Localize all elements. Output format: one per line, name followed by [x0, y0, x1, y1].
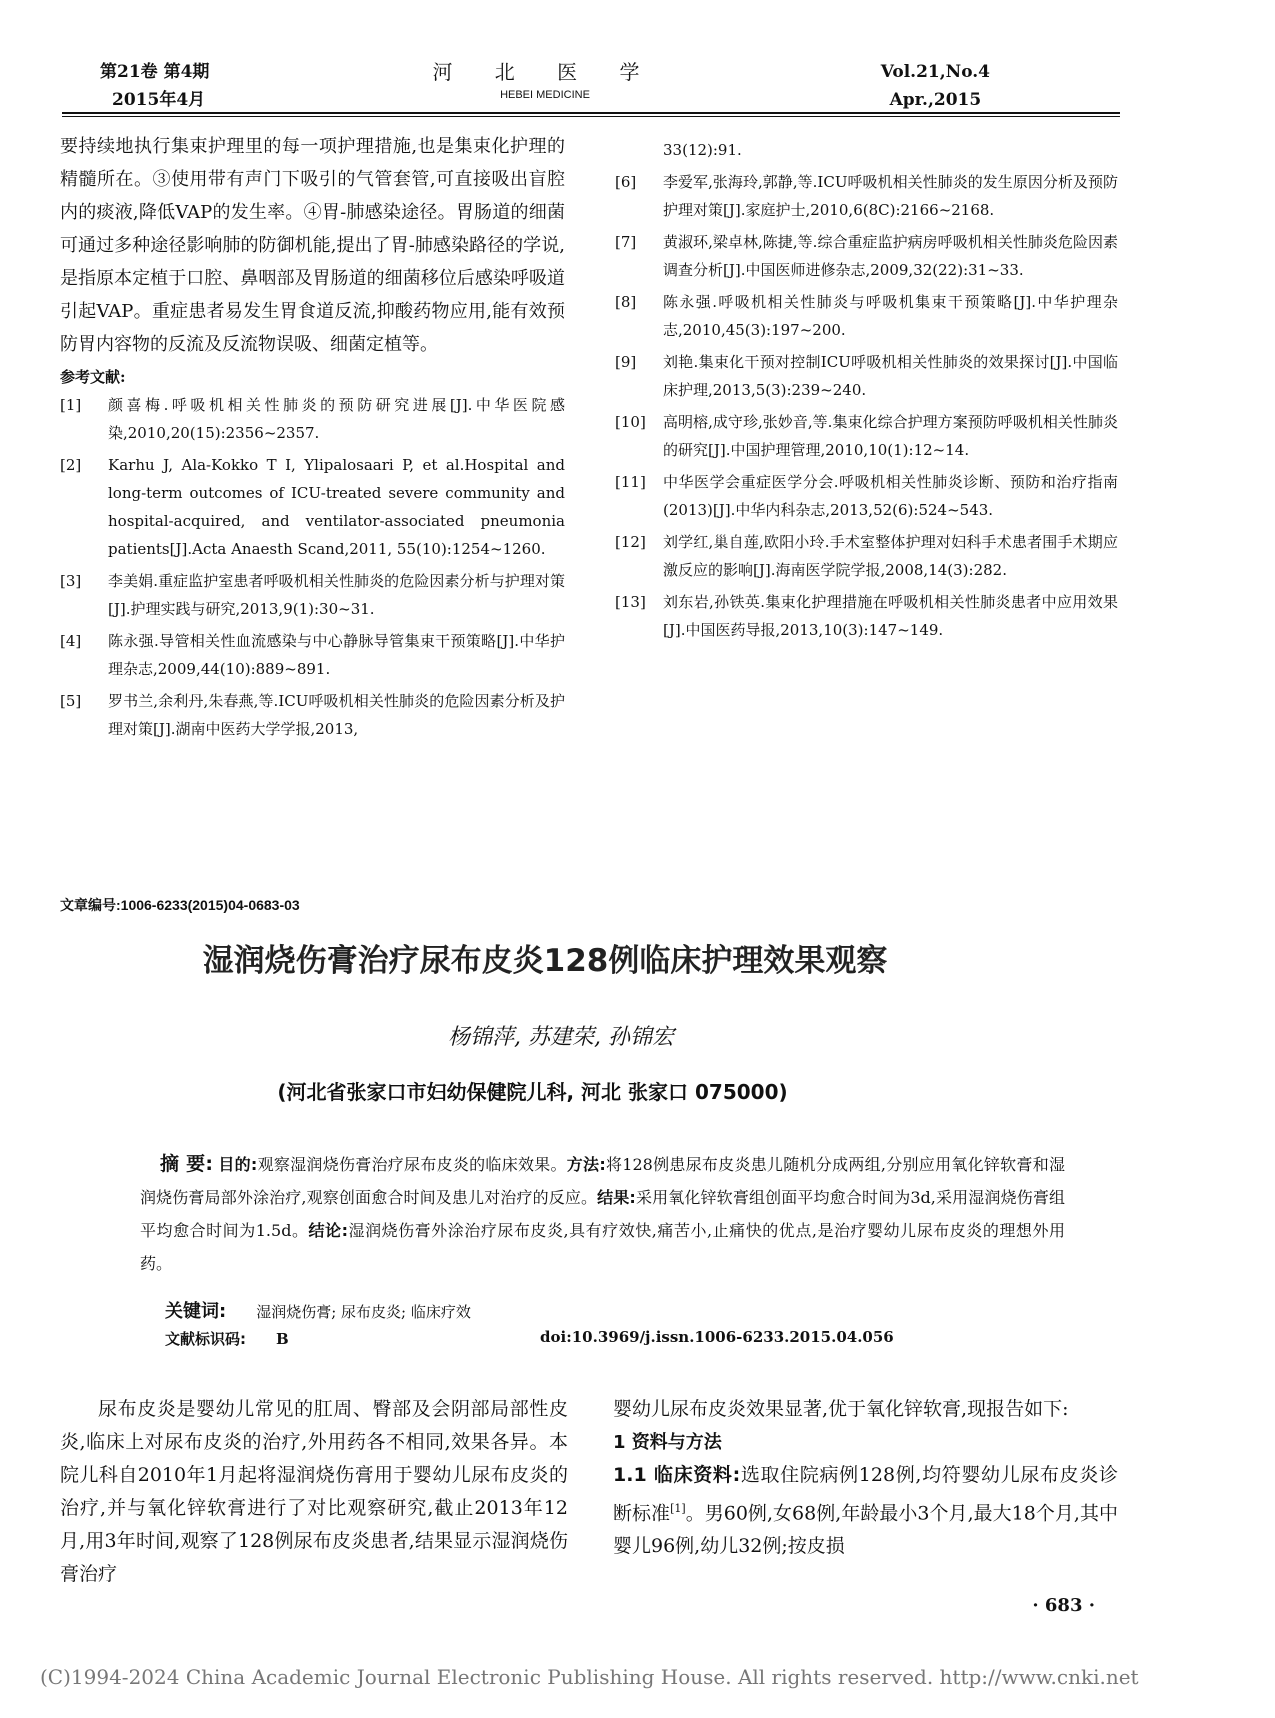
clinical-data-text-cont: 。男60例,女68例,年龄最小3个月,最大18个月,其中婴儿96例,幼儿32例;按皮损 [613, 1502, 1118, 1558]
reference-number: [5] [60, 692, 82, 710]
reference-item [615, 528, 1118, 584]
reference-number: [10] [615, 413, 646, 431]
reference-number: [4] [60, 632, 82, 650]
body-left-column [60, 1393, 568, 1591]
reference-number: [12] [615, 533, 646, 551]
reference-text: 黄淑环,梁卓林,陈捷,等.综合重症监护病房呼吸机相关性肺炎危险因素调查分析[J].中国医师进修杂志,2009,32(22):31~33. [663, 233, 1118, 279]
reference-number: [2] [60, 456, 82, 474]
class-code: B [276, 1330, 289, 1348]
intro-paragraph: 尿布皮炎是婴幼儿常见的肛周、臀部及会阴部局部性皮炎,临床上对尿布皮炎的治疗,外用药各不相同,效果各异。本院儿科自2010年1月起将湿润烧伤膏用于婴幼儿尿布皮炎的治疗,并与氧化锌软膏进行了对比观察研究,截止2013年12月,用3年时间,观察了128例尿布皮炎患者,结果显示湿润烧伤膏治疗 [60, 1398, 568, 1585]
reference-item [615, 288, 1118, 344]
reference-number: [13] [615, 593, 646, 611]
reference-item [60, 627, 565, 683]
volume-issue-cn: 第21卷 第4期 [100, 62, 210, 82]
reference-item [60, 687, 565, 743]
prev-article-right-column [615, 136, 1118, 648]
subsection-heading: 1.1 临床资料: [613, 1464, 741, 1486]
intro-paragraph-end: 婴幼儿尿布皮炎效果显著,优于氧化锌软膏,现报告如下: [613, 1398, 1069, 1420]
reference-number: [11] [615, 473, 646, 491]
header-rule [62, 112, 1120, 117]
date-en: Apr.,2015 [889, 90, 982, 110]
page-number: · 683 · [1032, 1595, 1095, 1616]
date-cn: 2015年4月 [112, 90, 206, 110]
reference-item [615, 588, 1118, 644]
journal-name-en: HEBEI MEDICINE [500, 89, 590, 101]
citation-mark: [1] [670, 1502, 686, 1515]
article-number: 文章编号:1006-6233(2015)04-0683-03 [60, 897, 300, 913]
reference-text: 陈永强.导管相关性血流感染与中心静脉导管集束干预策略[J].中华护理杂志,2009,44(10):889~891. [108, 632, 565, 678]
section-heading: 1 资料与方法 [613, 1432, 722, 1453]
prev-article-left-column [60, 130, 565, 747]
references-heading: 参考文献: [60, 368, 126, 386]
volume-issue-en: Vol.21,No.4 [880, 62, 990, 82]
reference-number: [9] [615, 353, 637, 371]
reference-text: 刘东岩,孙铁英.集束化护理措施在呼吸机相关性肺炎患者中应用效果[J].中国医药导报,2013,10(3):147~149. [663, 593, 1118, 639]
classification-line [165, 1328, 895, 1349]
author-affiliation: (河北省张家口市妇幼保健院儿科, 河北 张家口 075000) [277, 1080, 788, 1104]
keywords-line [165, 1297, 471, 1323]
method-label: 方法: [566, 1155, 606, 1174]
keywords-text: 湿润烧伤膏; 尿布皮炎; 临床疗效 [256, 1303, 471, 1321]
purpose-text: 观察湿润烧伤膏治疗尿布皮炎的临床效果。 [257, 1155, 567, 1174]
references-list-left [60, 391, 565, 743]
reference-text: 中华医学会重症医学分会.呼吸机相关性肺炎诊断、预防和治疗指南(2013)[J].中华内科杂志,2013,52(6):524~543. [663, 473, 1118, 519]
reference-item [615, 468, 1118, 524]
result-text: 采用氧化锌软膏组创面平均愈合时间为3d,采用湿润烧伤膏组平均愈合时间为1.5d。 [140, 1188, 1065, 1240]
reference-text: 陈永强.呼吸机相关性肺炎与呼吸机集束干预策略[J].中华护理杂志,2010,45(3):197~200. [663, 293, 1118, 339]
keywords-label: 关键词: [165, 1301, 227, 1322]
reference-number: [3] [60, 572, 82, 590]
reference-continuation: 33(12):91. [663, 141, 742, 159]
abstract-label: 摘 要: [160, 1153, 214, 1175]
conclusion-text: 湿润烧伤膏外涂治疗尿布皮炎,具有疗效快,痛苦小,止痛快的优点,是治疗婴幼儿尿布皮炎的理想外用药。 [140, 1221, 1065, 1273]
result-label: 结果: [597, 1188, 636, 1207]
doi: doi:10.3969/j.issn.1006-6233.2015.04.056 [540, 1328, 894, 1346]
reference-number: [6] [615, 173, 637, 191]
reference-text: 李美娟.重症监护室患者呼吸机相关性肺炎的危险因素分析与护理对策[J].护理实践与研究,2013,9(1):30~31. [108, 572, 565, 618]
reference-text: 罗书兰,余利丹,朱春燕,等.ICU呼吸机相关性肺炎的危险因素分析及护理对策[J].湖南中医药大学学报,2013, [108, 692, 565, 738]
reference-item [60, 567, 565, 623]
copyright-footer: (C)1994-2024 China Academic Journal Electronic Publishing House. All rights reserved. http://www.cnki.net [40, 1665, 1139, 1689]
reference-item [60, 391, 565, 447]
class-code-label: 文献标识码: [165, 1330, 246, 1348]
reference-item [615, 408, 1118, 464]
article-title: 湿润烧伤膏治疗尿布皮炎128例临床护理效果观察 [202, 943, 888, 979]
reference-text: 颜喜梅.呼吸机相关性肺炎的预防研究进展[J].中华医院感染,2010,20(15):2356~2357. [108, 396, 565, 442]
clinical-data-text: 选取住院病例128例,均符婴幼儿尿布皮炎诊断标准 [613, 1464, 1118, 1525]
purpose-label: 目的: [218, 1155, 258, 1174]
abstract [140, 1148, 1065, 1280]
article-authors: 杨锦萍, 苏建荣, 孙锦宏 [448, 1025, 674, 1050]
reference-item [60, 451, 565, 563]
references-list-right [615, 168, 1118, 644]
method-text: 将128例患尿布皮炎患儿随机分成两组,分别应用氧化锌软膏和湿润烧伤膏局部外涂治疗,观察创面愈合时间及患儿对治疗的反应。 [140, 1155, 1065, 1207]
clinical-data-paragraph [613, 1459, 1118, 1563]
reference-item [615, 168, 1118, 224]
reference-number: [7] [615, 233, 637, 251]
reference-text: 高明榕,成守珍,张妙音,等.集束化综合护理方案预防呼吸机相关性肺炎的研究[J].中国护理管理,2010,10(1):12~14. [663, 413, 1118, 459]
reference-number: [1] [60, 396, 82, 414]
reference-text: 李爱军,张海玲,郭静,等.ICU呼吸机相关性肺炎的发生原因分析及预防护理对策[J].家庭护士,2010,6(8C):2166~2168. [663, 173, 1118, 219]
conclusion-label: 结论: [308, 1221, 348, 1240]
reference-text: Karhu J, Ala-Kokko T I, Ylipalosaari P, et al.Hospital and long-term outcomes of ICU-treated severe community and hospital-acquired, and ventilator-associated pneumonia patients[J].Acta Anaesth Scand,2011, 55(10):1254~1260. [108, 456, 565, 558]
reference-number: [8] [615, 293, 637, 311]
header-right [881, 58, 990, 114]
reference-text: 刘学红,巢自莲,欧阳小玲.手术室整体护理对妇科手术患者围手术期应激反应的影响[J].海南医学院学报,2008,14(3):282. [663, 533, 1118, 579]
reference-item [615, 348, 1118, 404]
reference-item [615, 228, 1118, 284]
body-right-column [613, 1393, 1118, 1563]
prev-article-text: 要持续地执行集束护理里的每一项护理措施,也是集束化护理的精髓所在。③使用带有声门下吸引的气管套管,可直接吸出盲腔内的痰液,降低VAP的发生率。④胃-肺感染途径。胃肠道的细菌可通过多种途径影响肺的防御机能,提出了胃-肺感染路径的学说,是指原本定植于口腔、鼻咽部及胃肠道的细菌移位后感染呼吸道引起VAP。重症患者易发生胃食道反流,抑酸药物应用,能有效预防胃内容物的反流及反流物误吸、细菌定植等。 [60, 136, 565, 355]
reference-text: 刘艳.集束化干预对控制ICU呼吸机相关性肺炎的效果探讨[J].中国临床护理,2013,5(3):239~240. [663, 353, 1118, 399]
journal-name-cn: 河 北 医 学 [432, 60, 658, 84]
